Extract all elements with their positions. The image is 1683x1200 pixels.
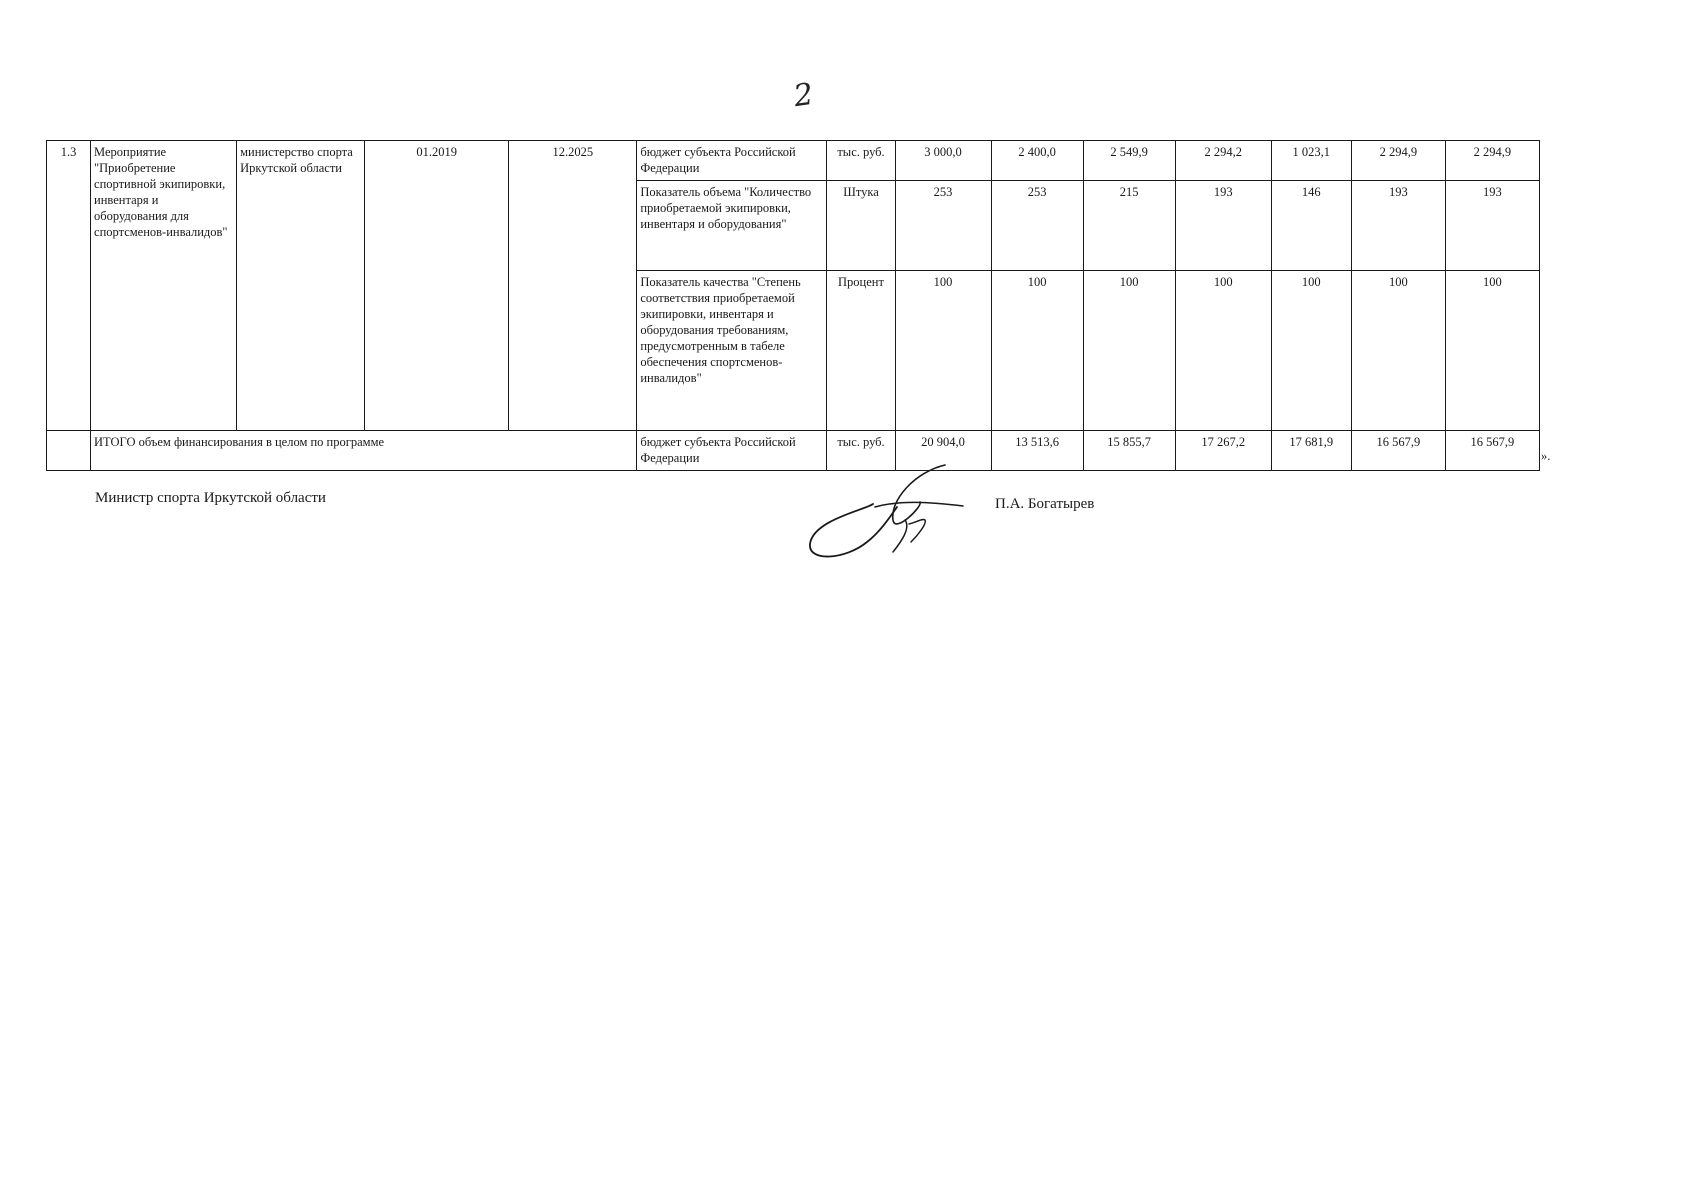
value-cell: 253 [895,181,991,271]
value-cell: 193 [1351,181,1445,271]
row-source: Показатель объема "Количество приобретаемой экипировки, инвентаря и оборудования" [637,181,827,271]
value-cell: 100 [1271,271,1351,431]
item-name: Мероприятие "Приобретение спортивной экипировки, инвентаря и оборудования для спортсменов-инвалидов" [91,141,237,431]
value-cell: 100 [1351,271,1445,431]
value-cell: 2 294,9 [1445,141,1539,181]
value-cell: 253 [991,181,1083,271]
total-value-cell: 20 904,0 [895,431,991,471]
row-unit: тыс. руб. [827,141,895,181]
closing-quote: ». [1541,449,1551,463]
total-value-cell: 16 567,9 [1351,431,1445,471]
value-cell: 2 294,9 [1351,141,1445,181]
item-executor: министерство спорта Иркутской области [237,141,365,431]
value-cell: 100 [1445,271,1539,431]
total-label: ИТОГО объем финансирования в целом по программе [91,431,637,471]
total-number-cell [47,431,91,471]
signatory-name: П.А. Богатырев [995,496,1095,512]
row-unit: Штука [827,181,895,271]
total-value-cell: 13 513,6 [991,431,1083,471]
table-row [47,141,1540,181]
item-number: 1.3 [47,141,91,431]
page-number: 2 [791,76,816,115]
row-source: бюджет субъекта Российской Федерации [637,141,827,181]
value-cell: 193 [1445,181,1539,271]
value-cell: 2 294,2 [1175,141,1271,181]
value-cell: 1 023,1 [1271,141,1351,181]
row-unit: Процент [827,271,895,431]
total-row [47,431,1540,471]
total-value-cell: 17 681,9 [1271,431,1351,471]
row-source: Показатель качества "Степень соответствия приобретаемой экипировки, инвентаря и оборудования требованиям, предусмотренным в табеле обеспечения спортсменов-инвалидов" [637,271,827,431]
value-cell: 2 400,0 [991,141,1083,181]
total-value-cell: 15 855,7 [1083,431,1175,471]
row-unit: тыс. руб. [827,431,895,471]
value-cell: 2 549,9 [1083,141,1175,181]
value-cell: 215 [1083,181,1175,271]
value-cell: 100 [895,271,991,431]
value-cell: 3 000,0 [895,141,991,181]
value-cell: 146 [1271,181,1351,271]
item-end-date: 12.2025 [509,141,637,431]
handwritten-signature [805,462,975,567]
item-start-date: 01.2019 [365,141,509,431]
signatory-title: Министр спорта Иркутской области [95,490,326,506]
total-value-cell: 16 567,9 [1445,431,1539,471]
row-source: бюджет субъекта Российской Федерации [637,431,827,471]
value-cell: 100 [1175,271,1271,431]
value-cell: 193 [1175,181,1271,271]
value-cell: 100 [991,271,1083,431]
total-value-cell: 17 267,2 [1175,431,1271,471]
value-cell: 100 [1083,271,1175,431]
program-table [46,140,1540,471]
